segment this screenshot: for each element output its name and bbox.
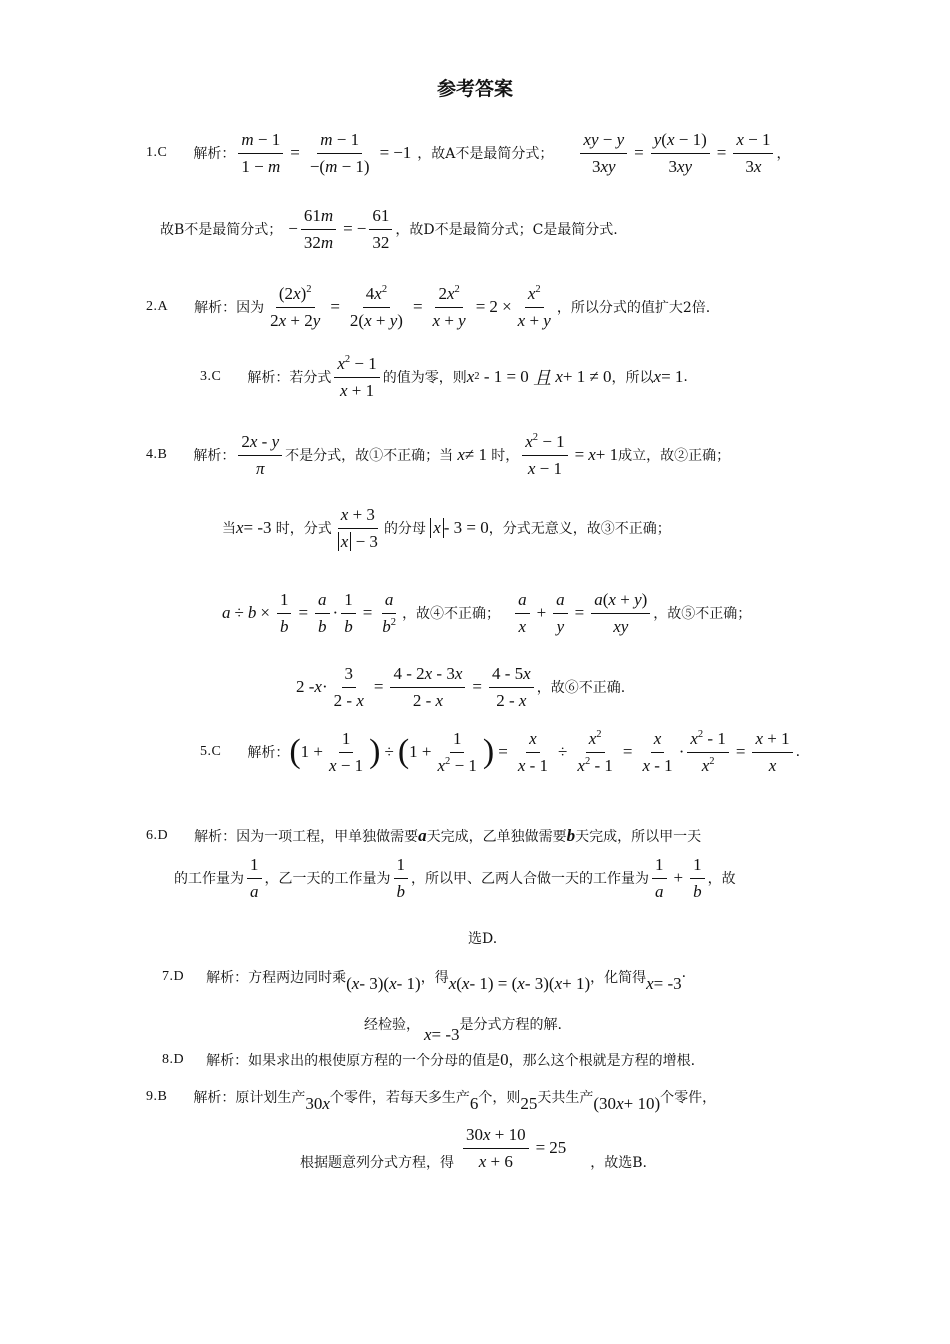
q2-line	[146, 284, 710, 330]
q5-number: 5.C	[200, 744, 222, 760]
q6-line-3	[468, 928, 497, 948]
q6-l2c: ，所以甲、乙两人合做一天的工作量为	[411, 871, 649, 888]
q7-l2a: 经检验，	[364, 1017, 420, 1033]
q3-line	[200, 354, 688, 400]
q1-line-1	[146, 130, 790, 176]
q4-l3a: ，故④不正确；	[402, 606, 501, 623]
q1-number: 1.C	[146, 145, 168, 161]
q6-l1c: 天完成，所以甲一天	[575, 829, 702, 845]
q3-number: 3.C	[200, 369, 222, 385]
q3-condition-1: x 2 - 1 = 0	[466, 367, 534, 387]
q6-l2b: ，乙一天的工作量为	[264, 871, 391, 888]
q1-formula-a: $\frac{m - 1}{1 - m}$ = $\frac{m - 1}{-(m - 1)}$ = −1	[235, 130, 411, 176]
q3-fraction: $\frac{x^2 - 1}{x + 1}$	[331, 354, 382, 400]
q4-l3b: ，故⑤不正确；	[653, 606, 752, 623]
q6-l2a: 的工作量为	[174, 871, 244, 888]
q4-t1: 不是分式，故①不正确；当	[285, 448, 454, 465]
q6-l1a: 解析：因为一项工程，甲单独做需要	[194, 829, 419, 845]
q1-text-tail: ，	[776, 146, 791, 163]
q9-line-2	[300, 1124, 647, 1172]
q4-l2a: 当	[222, 521, 236, 538]
q7-l2b: 是分式方程的解.	[459, 1017, 562, 1033]
q4-x-value: x = -3	[236, 518, 276, 538]
q9-t1: 解析：原计划生产	[193, 1090, 306, 1106]
q7-l1c: ，化简得	[590, 970, 647, 986]
q4-cond: x ≠ 1	[457, 445, 492, 465]
q2-number: 2.A	[146, 299, 169, 315]
q7-equation: x ( x - 1) = ( x - 3)( x + 1)	[448, 974, 591, 993]
q5-end: .	[795, 744, 801, 761]
q3-end: .	[683, 369, 688, 386]
q9-total: (30 x + 10)	[593, 1094, 661, 1113]
q9-six: 6	[469, 1094, 479, 1113]
q5-formula: ( 1 + $\frac{1}{x - 1}$ ) ÷ ( 1 + $\frac{1}{x^2 - 1}$ ) = $\frac{x}{x - 1}$ ÷ $\frac{x^2}{x^2 - 1}$ = $\frac{x}{x - 1}$ · $\frac{x^2 - 1}{x^2}$ = $\frac{x + 1}{x}$	[289, 729, 795, 775]
q6-var-a: a	[418, 826, 427, 845]
q3-and: 且	[533, 368, 552, 390]
q7-l1a: 解析：方程两边同时乘	[206, 970, 347, 986]
q6-sum: $\frac{1}{a}$ + $\frac{1}{b}$	[649, 855, 708, 901]
q6-l1b: 天完成，乙单独做需要	[426, 829, 567, 845]
q7-number: 7.D	[162, 969, 185, 984]
q4-t3: 成立，故②正确；	[618, 448, 731, 465]
q7-line-2	[364, 1003, 562, 1045]
q9-twentyfive: 25	[520, 1094, 538, 1113]
q9-t2: 个零件，若每天多生产	[329, 1090, 470, 1106]
q4-l2d: ，分式无意义，故③不正确；	[488, 521, 671, 538]
q6-frac-b: $\frac{1}{b}$	[391, 855, 412, 901]
q3-pre: 解析：若分式	[247, 370, 332, 387]
q1-text-cont: 故B不是最简分式；	[160, 222, 283, 239]
q4-l4: ，故⑥不正确.	[536, 680, 626, 697]
q8-zero: 0	[500, 1050, 509, 1069]
q9-line-1	[146, 1080, 716, 1114]
q6-var-b: b	[566, 826, 576, 845]
q9-l2a: 根据题意列分式方程，得	[300, 1155, 454, 1171]
q4-line-1	[146, 432, 730, 478]
q1-text-cont-end: ，故D不是最简分式；C是最简分式.	[395, 222, 618, 239]
q8-number: 8.D	[162, 1052, 185, 1067]
q4-l2b: 时，分式	[275, 521, 332, 538]
q4-formula-b: $\frac{x^2 - 1}{x - 1}$ = x + 1	[519, 432, 618, 478]
q3-mid1: 的值为零，则	[382, 370, 467, 387]
q1-line-2	[160, 206, 618, 252]
q6-number: 6.D	[146, 828, 169, 843]
q4-fraction-c: $\frac{x + 3}{x - 3}$	[332, 505, 384, 551]
q9-number: 9.B	[146, 1089, 168, 1104]
q8-t2: ，那么这个根就是方程的增根.	[508, 1053, 696, 1069]
q6-line-1	[146, 826, 701, 846]
q6-l2d: ，故	[707, 871, 736, 888]
q5-line	[200, 729, 800, 775]
q4-formula-d: a ÷ b × $\frac{1}{b}$ = $\frac{a}{b}$ · $\frac{1}{b}$ = $\frac{a}{b^2}$	[222, 590, 397, 636]
q9-t4: 天共生产	[537, 1090, 594, 1106]
q4-denominator: x - 3 = 0	[426, 518, 489, 538]
q4-formula-e: $\frac{a}{x}$ + $\frac{a}{y}$ = $\frac{a(x + y)}{xy}$	[512, 590, 653, 636]
q3-condition-2: x + 1 ≠ 0	[555, 367, 612, 387]
q4-formula-f: 2 - x · $\frac{3}{2 - x}$ = $\frac{4 - 2x - 3x}{2 - x}$ = $\frac{4 - 5x}{2 - x}$	[296, 664, 537, 710]
q6-l3: 选D.	[468, 931, 498, 947]
q4-label: 解析：	[193, 448, 236, 465]
q3-mid2: ，所以	[611, 370, 654, 387]
q8-t1: 解析：如果求出的根使原方程的一个分母的值是	[206, 1053, 501, 1069]
q7-line-1	[162, 960, 686, 994]
q7-multiplier: ( x - 3)( x - 1)	[346, 974, 421, 993]
q4-fraction-a: $\frac{2x - y}{\pi}$	[235, 432, 285, 478]
q9-var: 30 x	[305, 1094, 330, 1113]
q7-l1d: ·	[681, 969, 687, 985]
q9-l2b: ，故选B.	[590, 1155, 647, 1171]
q4-t2: 时，	[491, 448, 520, 465]
q2-tail: ，所以分式的值扩大2倍.	[556, 300, 711, 317]
q1-formula-c: − $\frac{61m}{32m}$ = − $\frac{61}{32}$	[288, 206, 395, 252]
q2-pre: 解析：因为	[194, 300, 265, 317]
q9-t5: 个零件，	[660, 1090, 717, 1106]
q6-frac-a: $\frac{1}{a}$	[244, 855, 265, 901]
q4-line-3	[222, 590, 751, 636]
q7-result: x = -3	[646, 974, 682, 993]
q9-equation: $\frac{30x + 10}{x + 6}$ = 25	[460, 1125, 566, 1171]
page-title: 参考答案	[436, 78, 513, 100]
q8-line	[162, 1050, 695, 1070]
q1-formula-b: $\frac{xy - y}{3xy}$ = $\frac{y(x - 1)}{3xy}$ = $\frac{x - 1}{3x}$	[577, 130, 776, 176]
q5-label: 解析：	[247, 745, 290, 762]
q7-check: x = -3	[424, 1025, 460, 1044]
q4-line-4	[296, 664, 625, 710]
q7-l1b: ，得	[420, 970, 449, 986]
q2-formula: $\frac{(2x)^2}{2x + 2y}$ = $\frac{4x^2}{2(x + y)}$ = $\frac{2x^2}{x + y}$ = 2 × $\frac{x^2}{x + y}$	[270, 284, 551, 330]
q1-text-mid: ，故A不是最简分式；	[417, 146, 554, 163]
q4-l2c: 的分母	[383, 521, 426, 538]
q9-t3: 个，则	[478, 1090, 521, 1106]
q4-line-2	[222, 505, 671, 551]
q4-number: 4.B	[146, 447, 168, 463]
q6-line-2	[174, 855, 736, 901]
q3-result: x = 1	[653, 367, 684, 387]
q1-label: 解析：	[193, 146, 236, 163]
